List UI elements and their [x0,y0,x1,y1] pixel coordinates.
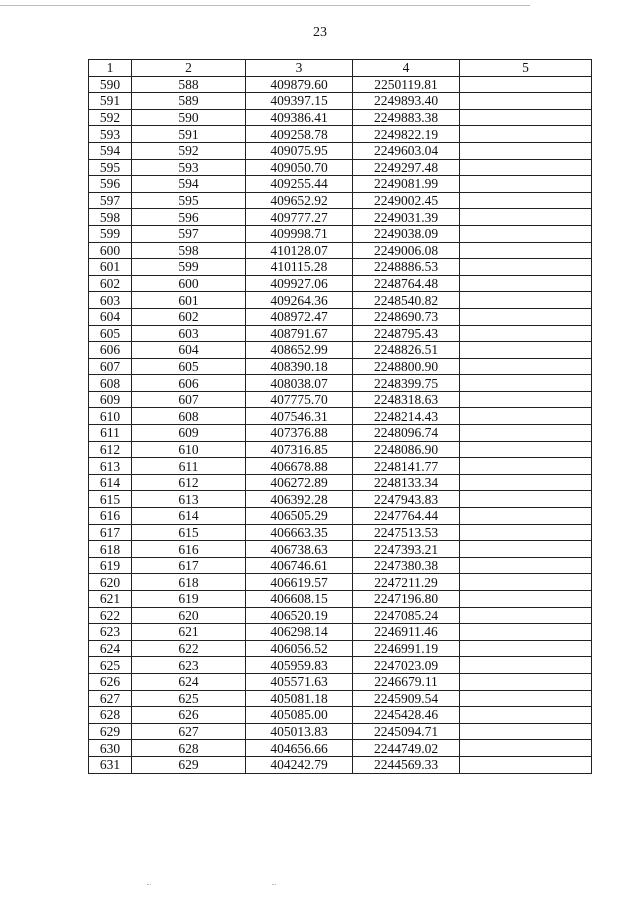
table-cell-col-5 [460,557,592,574]
table-cell-col-3: 409255.44 [246,176,353,193]
table-cell-col-5 [460,624,592,641]
table-cell-col-1: 606 [89,342,132,359]
table-cell-col-2: 594 [132,176,246,193]
scan-speck [147,884,151,885]
table-cell-col-3: 406272.89 [246,474,353,491]
table-cell-col-2: 629 [132,756,246,773]
table-cell-col-4: 2248141.77 [353,458,460,475]
table-cell-col-5 [460,391,592,408]
table-cell-col-5 [460,458,592,475]
table-cell-col-1: 616 [89,508,132,525]
table-cell-col-1: 602 [89,275,132,292]
table-row [89,591,592,608]
table-cell-col-4: 2246911.46 [353,624,460,641]
table-cell-col-5 [460,524,592,541]
table-cell-col-1: 600 [89,242,132,259]
table-cell-col-2: 619 [132,591,246,608]
table-cell-col-1: 596 [89,176,132,193]
table-cell-col-3: 407316.85 [246,441,353,458]
table-cell-col-1: 629 [89,723,132,740]
table-cell-col-5 [460,591,592,608]
table-cell-col-3: 409264.36 [246,292,353,309]
table-row [89,657,592,674]
table-cell-col-4: 2250119.81 [353,76,460,93]
table-cell-col-5 [460,142,592,159]
table-cell-col-5 [460,209,592,226]
table-cell-col-5 [460,159,592,176]
table-cell-col-3: 405959.83 [246,657,353,674]
table-row [89,740,592,757]
table-row [89,325,592,342]
table-cell-col-5 [460,242,592,259]
table-row [89,375,592,392]
table-row [89,425,592,442]
table-cell-col-5 [460,541,592,558]
table-row [89,159,592,176]
table-cell-col-4: 2248826.51 [353,342,460,359]
table-cell-col-4: 2247393.21 [353,541,460,558]
table-cell-col-3: 410128.07 [246,242,353,259]
table-row [89,458,592,475]
table-row [89,574,592,591]
table-cell-col-5 [460,425,592,442]
table-row [89,109,592,126]
table-cell-col-2: 595 [132,192,246,209]
table-cell-col-1: 613 [89,458,132,475]
table-cell-col-3: 407376.88 [246,425,353,442]
table-cell-col-1: 630 [89,740,132,757]
table-cell-col-1: 592 [89,109,132,126]
table-row [89,242,592,259]
table-cell-col-1: 608 [89,375,132,392]
table-cell-col-4: 2248318.63 [353,391,460,408]
table-cell-col-1: 610 [89,408,132,425]
table-row [89,308,592,325]
table-cell-col-4: 2247211.29 [353,574,460,591]
table-cell-col-2: 598 [132,242,246,259]
table-cell-col-5 [460,109,592,126]
table-cell-col-3: 408972.47 [246,308,353,325]
table-cell-col-1: 626 [89,673,132,690]
table-cell-col-5 [460,474,592,491]
table-cell-col-5 [460,308,592,325]
table-cell-col-3: 409998.71 [246,225,353,242]
table-cell-col-4: 2249038.09 [353,225,460,242]
table-cell-col-3: 405085.00 [246,707,353,724]
table-cell-col-3: 409397.15 [246,93,353,110]
table-cell-col-3: 409258.78 [246,126,353,143]
table-cell-col-2: 609 [132,425,246,442]
table-cell-col-5 [460,673,592,690]
table-cell-col-4: 2247513.53 [353,524,460,541]
table-cell-col-5 [460,690,592,707]
table-row [89,358,592,375]
table-row [89,707,592,724]
table-cell-col-4: 2245909.54 [353,690,460,707]
table-cell-col-2: 590 [132,109,246,126]
table-row [89,209,592,226]
table-cell-col-3: 409050.70 [246,159,353,176]
table-cell-col-2: 611 [132,458,246,475]
table-cell-col-1: 590 [89,76,132,93]
table-row [89,491,592,508]
table-cell-col-3: 408652.99 [246,342,353,359]
table-cell-col-2: 599 [132,259,246,276]
table-cell-col-3: 406392.28 [246,491,353,508]
table-cell-col-5 [460,640,592,657]
table-row [89,508,592,525]
table-cell-col-3: 406520.19 [246,607,353,624]
table-cell-col-4: 2248886.53 [353,259,460,276]
table-cell-col-1: 597 [89,192,132,209]
table-cell-col-3: 410115.28 [246,259,353,276]
table-cell-col-4: 2248096.74 [353,425,460,442]
scan-speck [272,884,276,885]
table-cell-col-4: 2248086.90 [353,441,460,458]
table-cell-col-4: 2248133.34 [353,474,460,491]
table-cell-col-3: 406505.29 [246,508,353,525]
table-cell-col-2: 607 [132,391,246,408]
table-cell-col-3: 406663.35 [246,524,353,541]
table-cell-col-4: 2247943.83 [353,491,460,508]
table-cell-col-3: 404242.79 [246,756,353,773]
table-cell-col-5 [460,740,592,757]
table-row [89,756,592,773]
table-cell-col-3: 409777.27 [246,209,353,226]
table-cell-col-2: 593 [132,159,246,176]
table-cell-col-3: 406619.57 [246,574,353,591]
table-cell-col-4: 2248214.43 [353,408,460,425]
table-cell-col-3: 406608.15 [246,591,353,608]
table-cell-col-3: 409075.95 [246,142,353,159]
table-cell-col-2: 602 [132,308,246,325]
table-cell-col-2: 600 [132,275,246,292]
table-cell-col-5 [460,76,592,93]
table-cell-col-4: 2249297.48 [353,159,460,176]
table-cell-col-5 [460,375,592,392]
table-cell-col-4: 2248800.90 [353,358,460,375]
table-cell-col-2: 626 [132,707,246,724]
table-cell-col-1: 625 [89,657,132,674]
table-cell-col-4: 2247085.24 [353,607,460,624]
table-cell-col-5 [460,756,592,773]
table-cell-col-5 [460,126,592,143]
table-cell-col-1: 614 [89,474,132,491]
table-row [89,408,592,425]
table-row [89,557,592,574]
table-cell-col-4: 2249081.99 [353,176,460,193]
table-cell-col-1: 624 [89,640,132,657]
table-row [89,474,592,491]
table-cell-col-4: 2248764.48 [353,275,460,292]
table-cell-col-2: 588 [132,76,246,93]
table-cell-col-2: 597 [132,225,246,242]
table-cell-col-2: 617 [132,557,246,574]
table-cell-col-2: 616 [132,541,246,558]
table-cell-col-5 [460,723,592,740]
table-cell-col-3: 408390.18 [246,358,353,375]
table-cell-col-1: 617 [89,524,132,541]
table-cell-col-5 [460,607,592,624]
table-cell-col-2: 628 [132,740,246,757]
table-cell-col-3: 405081.18 [246,690,353,707]
table-cell-col-1: 594 [89,142,132,159]
table-cell-col-3: 408791.67 [246,325,353,342]
table-cell-col-1: 611 [89,425,132,442]
table-cell-col-4: 2247196.80 [353,591,460,608]
table-row [89,640,592,657]
table-cell-col-1: 593 [89,126,132,143]
table-cell-col-2: 620 [132,607,246,624]
table-cell-col-5 [460,225,592,242]
table-row [89,126,592,143]
table-cell-col-3: 405571.63 [246,673,353,690]
table-cell-col-1: 615 [89,491,132,508]
table-cell-col-4: 2249883.38 [353,109,460,126]
table-cell-col-4: 2249822.19 [353,126,460,143]
table-cell-col-2: 623 [132,657,246,674]
table-cell-col-3: 406056.52 [246,640,353,657]
table-cell-col-5 [460,707,592,724]
table-row [89,275,592,292]
table-cell-col-3: 404656.66 [246,740,353,757]
table-cell-col-5 [460,292,592,309]
table-cell-col-1: 628 [89,707,132,724]
table-cell-col-3: 406746.61 [246,557,353,574]
table-cell-col-1: 619 [89,557,132,574]
table-cell-col-5 [460,441,592,458]
table-cell-col-2: 596 [132,209,246,226]
table-cell-col-1: 605 [89,325,132,342]
coordinates-table [88,59,592,774]
table-cell-col-4: 2248540.82 [353,292,460,309]
table-row [89,391,592,408]
table-cell-col-2: 604 [132,342,246,359]
table-row [89,624,592,641]
table-cell-col-3: 409652.92 [246,192,353,209]
table-cell-col-4: 2249031.39 [353,209,460,226]
table-cell-col-3: 405013.83 [246,723,353,740]
table-cell-col-2: 625 [132,690,246,707]
table-row [89,524,592,541]
table-cell-col-4: 2247764.44 [353,508,460,525]
table-cell-col-1: 598 [89,209,132,226]
table-cell-col-5 [460,275,592,292]
table-cell-col-3: 406298.14 [246,624,353,641]
table-cell-col-1: 599 [89,225,132,242]
table-cell-col-2: 615 [132,524,246,541]
table-row [89,142,592,159]
table-row [89,673,592,690]
table-cell-col-3: 408038.07 [246,375,353,392]
table-row [89,192,592,209]
table-cell-col-1: 620 [89,574,132,591]
table-row [89,292,592,309]
table-cell-col-2: 601 [132,292,246,309]
table-cell-col-3: 409879.60 [246,76,353,93]
table-cell-col-2: 627 [132,723,246,740]
table-cell-col-4: 2246679.11 [353,673,460,690]
table-cell-col-2: 589 [132,93,246,110]
table-row [89,541,592,558]
table-row [89,441,592,458]
table-cell-col-1: 612 [89,441,132,458]
table-row [89,176,592,193]
table-cell-col-1: 621 [89,591,132,608]
table-cell-col-4: 2245428.46 [353,707,460,724]
table-cell-col-4: 2247380.38 [353,557,460,574]
table-cell-col-5 [460,358,592,375]
table-cell-col-2: 603 [132,325,246,342]
table-row [89,225,592,242]
column-header-4: 4 [353,60,460,77]
table-cell-col-5 [460,93,592,110]
table-cell-col-3: 409386.41 [246,109,353,126]
table-cell-col-3: 406738.63 [246,541,353,558]
table-cell-col-1: 601 [89,259,132,276]
table-row [89,607,592,624]
table-cell-col-5 [460,574,592,591]
table-cell-col-2: 624 [132,673,246,690]
table-cell-col-4: 2249006.08 [353,242,460,259]
page-number: 23 [313,25,327,40]
table-cell-col-2: 622 [132,640,246,657]
table-row [89,723,592,740]
table-cell-col-1: 618 [89,541,132,558]
table-cell-col-1: 623 [89,624,132,641]
table-cell-col-3: 406678.88 [246,458,353,475]
table-cell-col-3: 409927.06 [246,275,353,292]
table-row [89,342,592,359]
table-cell-col-2: 612 [132,474,246,491]
table-cell-col-2: 592 [132,142,246,159]
column-header-3: 3 [246,60,353,77]
table-cell-col-5 [460,408,592,425]
table-cell-col-4: 2249893.40 [353,93,460,110]
table-cell-col-2: 618 [132,574,246,591]
table-cell-col-1: 591 [89,93,132,110]
table-cell-col-3: 407775.70 [246,391,353,408]
table-cell-col-5 [460,325,592,342]
table-row [89,259,592,276]
table-cell-col-4: 2248795.43 [353,325,460,342]
table-cell-col-2: 613 [132,491,246,508]
column-header-2: 2 [132,60,246,77]
table-cell-col-1: 603 [89,292,132,309]
table-cell-col-4: 2248690.73 [353,308,460,325]
table-cell-col-2: 610 [132,441,246,458]
table-cell-col-4: 2245094.71 [353,723,460,740]
table-cell-col-4: 2244749.02 [353,740,460,757]
table-cell-col-2: 608 [132,408,246,425]
table-cell-col-4: 2249603.04 [353,142,460,159]
table-cell-col-1: 609 [89,391,132,408]
table-body [89,76,592,773]
table-cell-col-4: 2248399.75 [353,375,460,392]
table-cell-col-1: 627 [89,690,132,707]
table-cell-col-4: 2249002.45 [353,192,460,209]
table-cell-col-1: 595 [89,159,132,176]
table-cell-col-5 [460,259,592,276]
table-row [89,93,592,110]
table-cell-col-4: 2244569.33 [353,756,460,773]
table-cell-col-5 [460,192,592,209]
table-cell-col-5 [460,176,592,193]
table-row [89,76,592,93]
table-cell-col-1: 607 [89,358,132,375]
table-cell-col-1: 604 [89,308,132,325]
table-cell-col-5 [460,508,592,525]
table-cell-col-1: 631 [89,756,132,773]
table-cell-col-3: 407546.31 [246,408,353,425]
table-cell-col-2: 621 [132,624,246,641]
table-cell-col-4: 2247023.09 [353,657,460,674]
table-cell-col-5 [460,342,592,359]
table-cell-col-2: 591 [132,126,246,143]
table-cell-col-5 [460,657,592,674]
table-cell-col-5 [460,491,592,508]
table-cell-col-2: 614 [132,508,246,525]
column-header-5: 5 [460,60,592,77]
table-cell-col-2: 605 [132,358,246,375]
table-cell-col-2: 606 [132,375,246,392]
table-header-row [89,60,592,77]
table-row [89,690,592,707]
top-edge-line [0,5,530,6]
table-cell-col-1: 622 [89,607,132,624]
table-cell-col-4: 2246991.19 [353,640,460,657]
column-header-1: 1 [89,60,132,77]
